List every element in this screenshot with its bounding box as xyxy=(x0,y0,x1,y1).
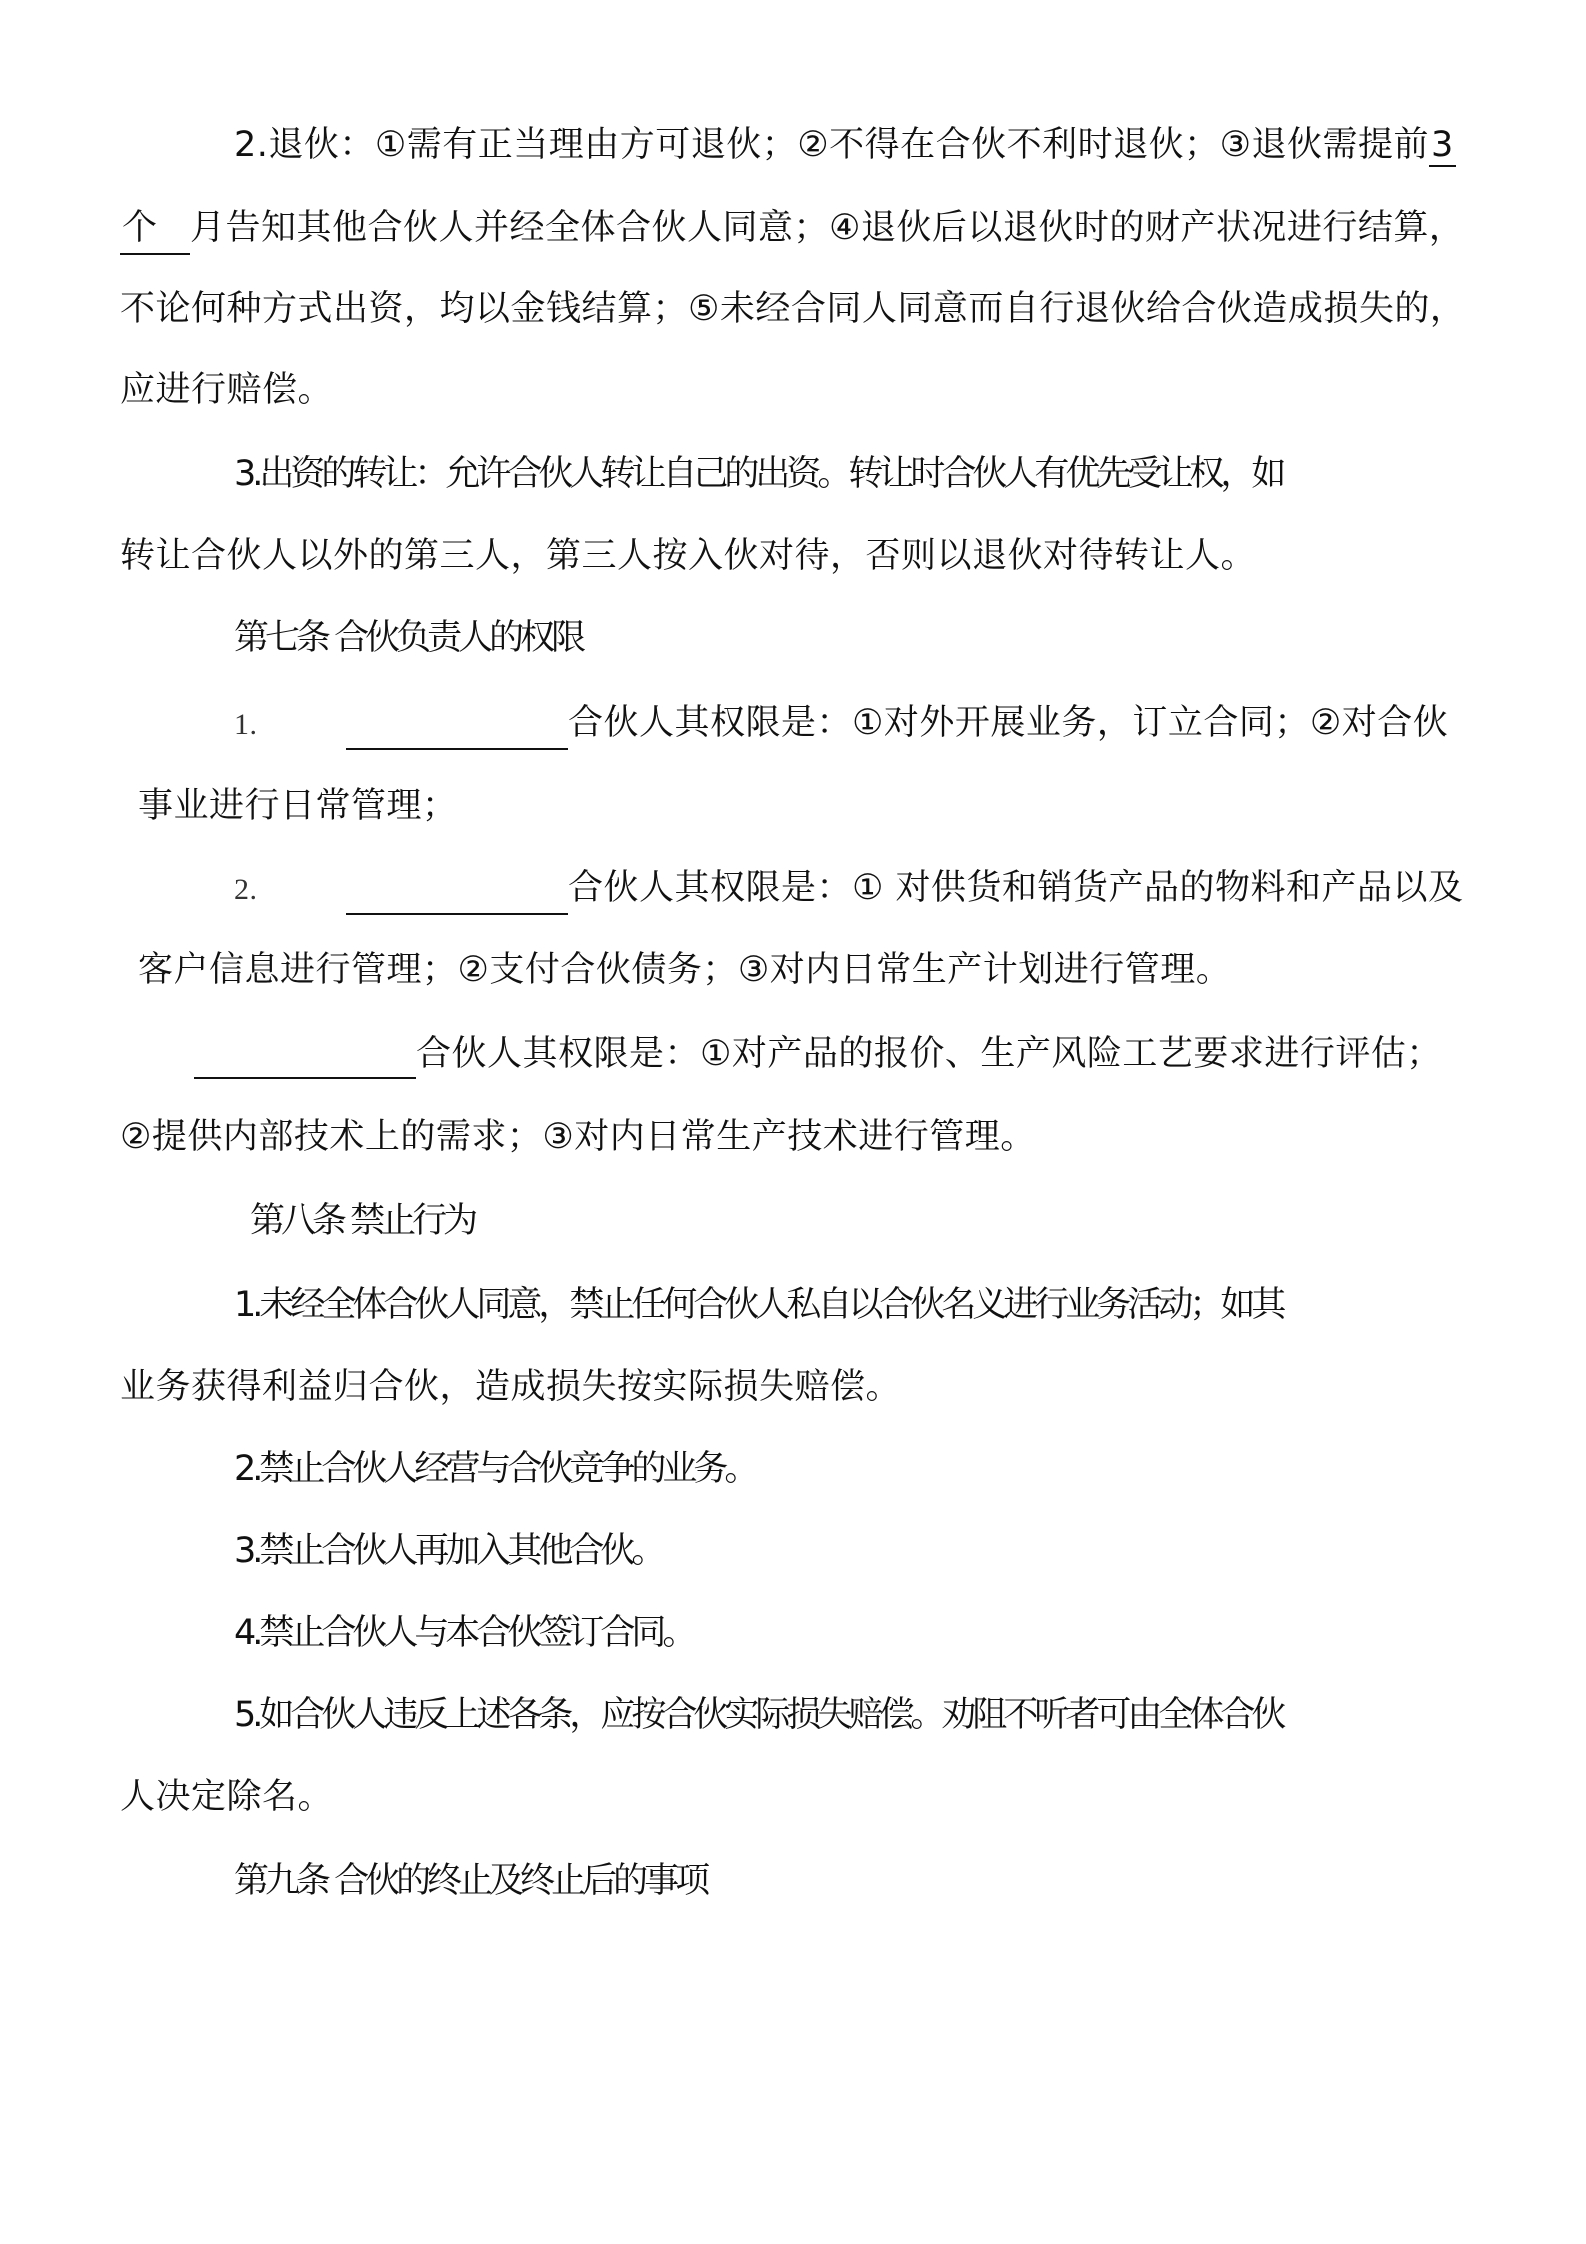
art8-item5-line-2: 人决定除名。 xyxy=(120,1777,334,1817)
article-7-title: 第七条 合伙负责人的权限 xyxy=(234,618,583,658)
art7-item2-line-1 xyxy=(120,863,1520,913)
withdrawal-text-1: 2.退伙：①需有正当理由方可退伙；②不得在合伙不利时退伙；③退伙需提前 xyxy=(234,125,1430,165)
transfer-line-1: 3.出资的转让：允许合伙人转让自己的出资。转让时合伙人有优先受让权，如 xyxy=(234,454,1283,494)
withdrawal-line-3: 不论何种方式出资，均以金钱结算；⑤未经合同人同意而自行退伙给合伙造成损失的， xyxy=(120,289,1466,329)
art7-item1-text: 合伙人其权限是：①对外开展业务，订立合同；②对合伙 xyxy=(568,703,1449,743)
art7-item1-number: 1. xyxy=(234,708,258,741)
art7-item3-line-2: ②提供内部技术上的需求；③对内日常生产技术进行管理。 xyxy=(120,1117,1036,1157)
withdrawal-text-2: 月告知其他合伙人并经全体合伙人同意；④退伙后以退伙时的财产状况进行结算， xyxy=(190,208,1465,248)
art8-item3: 3.禁止合伙人再加入其他合伙。 xyxy=(234,1531,663,1571)
art7-item1-line-1 xyxy=(120,698,1520,748)
withdrawal-line-2 xyxy=(120,203,1520,253)
art8-item1-line-2: 业务获得利益归合伙，造成损失按实际损失赔偿。 xyxy=(120,1367,902,1407)
art7-item1-line-2: 事业进行日常管理； xyxy=(138,786,458,826)
art7-item2-blank xyxy=(346,875,568,915)
article-8-title: 第八条 禁止行为 xyxy=(250,1201,475,1241)
art7-item3-line-1 xyxy=(120,1029,1520,1079)
art7-item2-text: 合伙人其权限是：① 对供货和销货产品的物料和产品以及 xyxy=(568,868,1464,908)
transfer-line-2: 转让合伙人以外的第三人，第三人按入伙对待，否则以退伙对待转让人。 xyxy=(120,536,1257,576)
art7-item1-blank xyxy=(346,710,568,750)
art8-item5-line-1: 5.如合伙人违反上述各条，应按合伙实际损失赔偿。劝阻不听者可由全体合伙 xyxy=(234,1695,1283,1735)
withdrawal-line-1 xyxy=(120,120,1520,170)
art8-item1-line-1: 1.未经全体合伙人同意，禁止任何合伙人私自以合伙名义进行业务活动；如其 xyxy=(234,1285,1283,1325)
art8-item2: 2.禁止合伙人经营与合伙竞争的业务。 xyxy=(234,1449,756,1489)
art7-item2-number: 2. xyxy=(234,873,258,906)
art7-item2-line-2: 客户信息进行管理；②支付合伙债务；③对内日常生产计划进行管理。 xyxy=(138,950,1232,990)
art7-item3-blank xyxy=(194,1039,416,1079)
art7-item3-text: 合伙人其权限是：①对产品的报价、生产风险工艺要求进行评估； xyxy=(416,1034,1442,1074)
art8-item4: 4.禁止合伙人与本合伙签订合同。 xyxy=(234,1613,694,1653)
notice-number: 3 xyxy=(1431,125,1454,165)
notice-unit: 个 xyxy=(120,203,190,255)
article-9-title: 第九条 合伙的终止及终止后的事项 xyxy=(234,1861,707,1901)
withdrawal-line-4: 应进行赔偿。 xyxy=(120,370,334,410)
